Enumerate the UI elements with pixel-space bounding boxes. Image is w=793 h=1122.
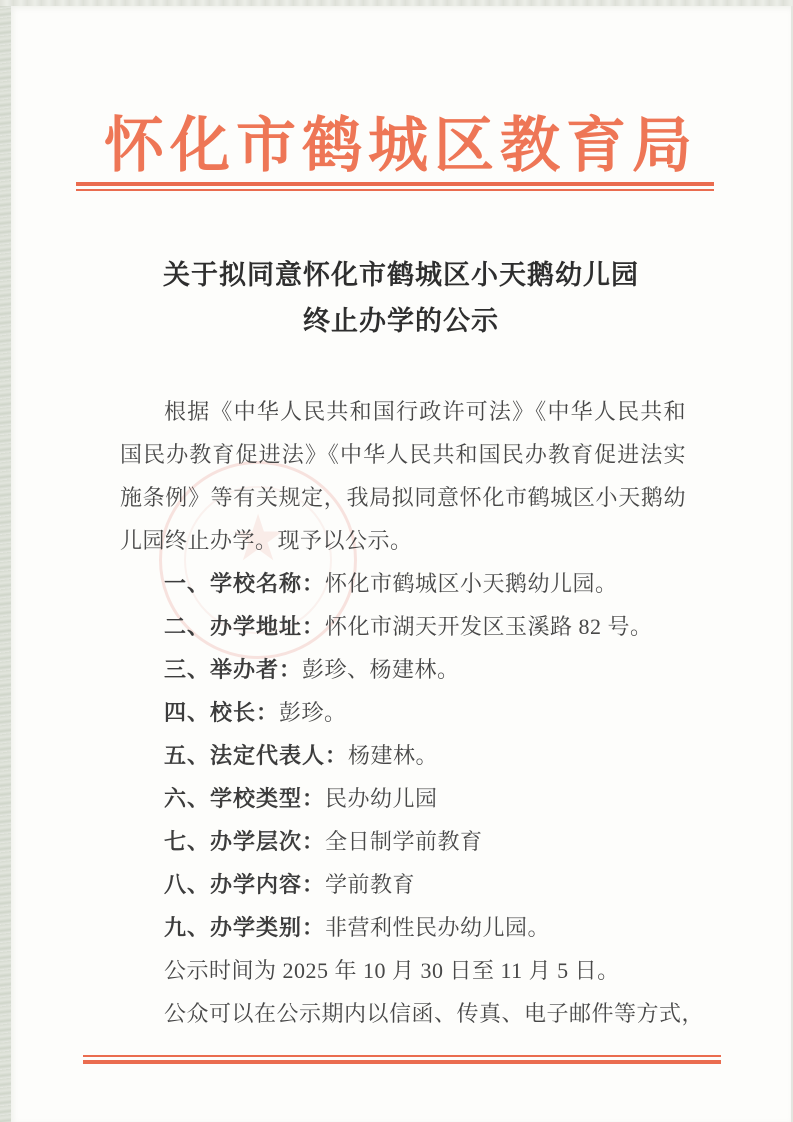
item-value: 全日制学前教育 bbox=[325, 829, 483, 854]
item-label: 二、办学地址： bbox=[164, 614, 326, 639]
item-value: 民办幼儿园 bbox=[325, 786, 438, 811]
list-item-education-content bbox=[120, 863, 686, 906]
item-value: 杨建林。 bbox=[348, 743, 439, 768]
item-label: 四、校长： bbox=[164, 700, 280, 725]
footer-double-rule bbox=[83, 1055, 721, 1064]
document-title bbox=[11, 252, 791, 344]
list-item-address bbox=[120, 605, 686, 648]
header-rule-thick-line bbox=[76, 182, 714, 186]
item-value: 非营利性民办幼儿园。 bbox=[325, 915, 551, 940]
item-value: 怀化市鹤城区小天鹅幼儿园。 bbox=[325, 571, 618, 596]
letterhead-agency-title: 怀化市鹤城区教育局 bbox=[104, 113, 698, 179]
list-item-organizers bbox=[120, 648, 686, 691]
list-item-school-category bbox=[120, 906, 686, 949]
footer-rule-thin-line bbox=[83, 1055, 721, 1057]
item-value: 学前教育 bbox=[325, 872, 416, 897]
feedback-method-line: 公众可以在公示期内以信函、传真、电子邮件等方式， bbox=[164, 1001, 705, 1026]
list-item-legal-representative bbox=[120, 734, 686, 777]
footer-rule-thick-line bbox=[83, 1060, 721, 1064]
item-label: 三、举办者： bbox=[164, 657, 303, 682]
list-item-principal bbox=[120, 691, 686, 734]
item-label: 八、办学内容： bbox=[164, 872, 326, 897]
intro-paragraph: 根据《中华人民共和国行政许可法》《中华人民共和国民办教育促进法》《中华人民共和国民办教育促进法实施条例》等有关规定，我局拟同意怀化市鹤城区小天鹅幼儿园终止办学。现予以公示。 bbox=[120, 399, 686, 553]
document-page bbox=[11, 6, 791, 1122]
item-value: 怀化市湖天开发区玉溪路 82 号。 bbox=[325, 614, 653, 639]
item-label: 六、学校类型： bbox=[164, 786, 326, 811]
item-label: 七、办学层次： bbox=[164, 829, 326, 854]
list-item-education-level bbox=[120, 820, 686, 863]
document-title-line2: 终止办学的公示 bbox=[303, 306, 499, 336]
item-label: 一、学校名称： bbox=[164, 571, 326, 596]
item-value: 彭珍、杨建林。 bbox=[302, 657, 460, 682]
document-title-line1: 关于拟同意怀化市鹤城区小天鹅幼儿园 bbox=[163, 260, 639, 290]
notice-period-line: 公示时间为 2025 年 10 月 30 日至 11 月 5 日。 bbox=[164, 958, 620, 983]
header-rule-thin-line bbox=[76, 189, 714, 191]
document-body bbox=[120, 390, 705, 1035]
item-label: 五、法定代表人： bbox=[164, 743, 349, 768]
item-label: 九、办学类别： bbox=[164, 915, 326, 940]
scan-left-edge bbox=[0, 0, 11, 1122]
list-item-school-type bbox=[120, 777, 686, 820]
item-value: 彭珍。 bbox=[279, 700, 347, 725]
header-double-rule bbox=[76, 182, 714, 191]
list-item-school-name bbox=[120, 562, 686, 605]
